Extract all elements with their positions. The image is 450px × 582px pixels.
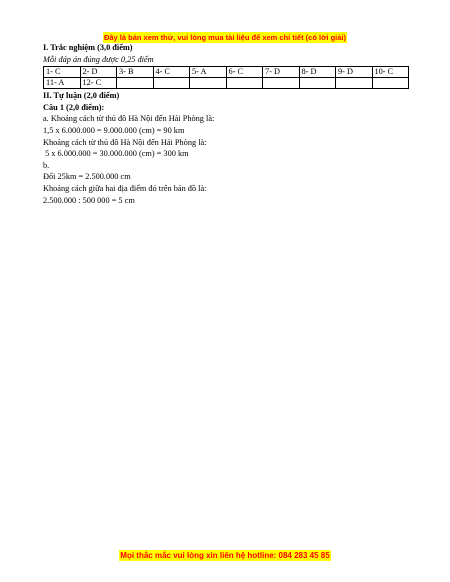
answer-cell: 7- D [263, 67, 300, 78]
section2-title: II. Tự luận (2,0 điểm) [43, 91, 120, 101]
answer-cell [336, 78, 373, 89]
solution-line: b. [43, 160, 50, 170]
answer-cell: 12- C [80, 78, 117, 89]
preview-banner-text: Đây là bản xem thử, vui lòng mua tài liệu để xem chi tiết (có lời giải) [103, 33, 347, 42]
answer-cell: 11- A [44, 78, 81, 89]
solution-line: 2.500.000 : 500 000 = 5 cm [43, 195, 135, 205]
answer-cell: 3- B [117, 67, 154, 78]
solution-line: 1,5 x 6.000.000 = 9.000.000 (cm) = 90 km [43, 125, 185, 135]
answer-cell [226, 78, 263, 89]
table-row [44, 78, 409, 89]
answer-cell [263, 78, 300, 89]
solution-line: Khoảng cách giữa hai địa điểm đó trên bản đồ là: [43, 183, 207, 193]
hotline-text: Mọi thắc mắc vui lòng xin liên hệ hotline: 084 283 45 85 [120, 551, 330, 560]
solution-line: 5 x 6.000.000 = 30.000.000 (cm) = 300 km [43, 149, 189, 159]
answer-cell [372, 78, 409, 89]
solution-line: Đổi 25km = 2.500.000 cm [43, 172, 131, 182]
answer-cell [299, 78, 336, 89]
table-row [44, 67, 409, 78]
answer-cell: 5- A [190, 67, 227, 78]
answer-cell: 8- D [299, 67, 336, 78]
answer-cell: 9- D [336, 67, 373, 78]
answer-cell [153, 78, 190, 89]
answer-table [43, 66, 409, 89]
answer-cell: 10- C [372, 67, 409, 78]
answer-cell: 1- C [44, 67, 81, 78]
answer-cell [190, 78, 227, 89]
question1-title: Câu 1 (2,0 điểm): [43, 102, 105, 112]
solution-line: Khoảng cách từ thủ đô Hà Nội đến Hải Phòng là: [43, 137, 207, 147]
document-body [43, 42, 409, 206]
section1-title: I. Trắc nghiệm (3,0 điểm) [43, 43, 133, 52]
section1-note: Mỗi đáp án đúng được 0,25 điểm [43, 54, 154, 64]
answer-cell: 4- C [153, 67, 190, 78]
answer-cell [117, 78, 154, 89]
answer-cell: 2- D [80, 67, 117, 78]
solution-line: a. Khoảng cách từ thủ đô Hà Nội đến Hải Phòng là: [43, 114, 215, 124]
hotline-footer [0, 545, 450, 563]
answer-cell: 6- C [226, 67, 263, 78]
